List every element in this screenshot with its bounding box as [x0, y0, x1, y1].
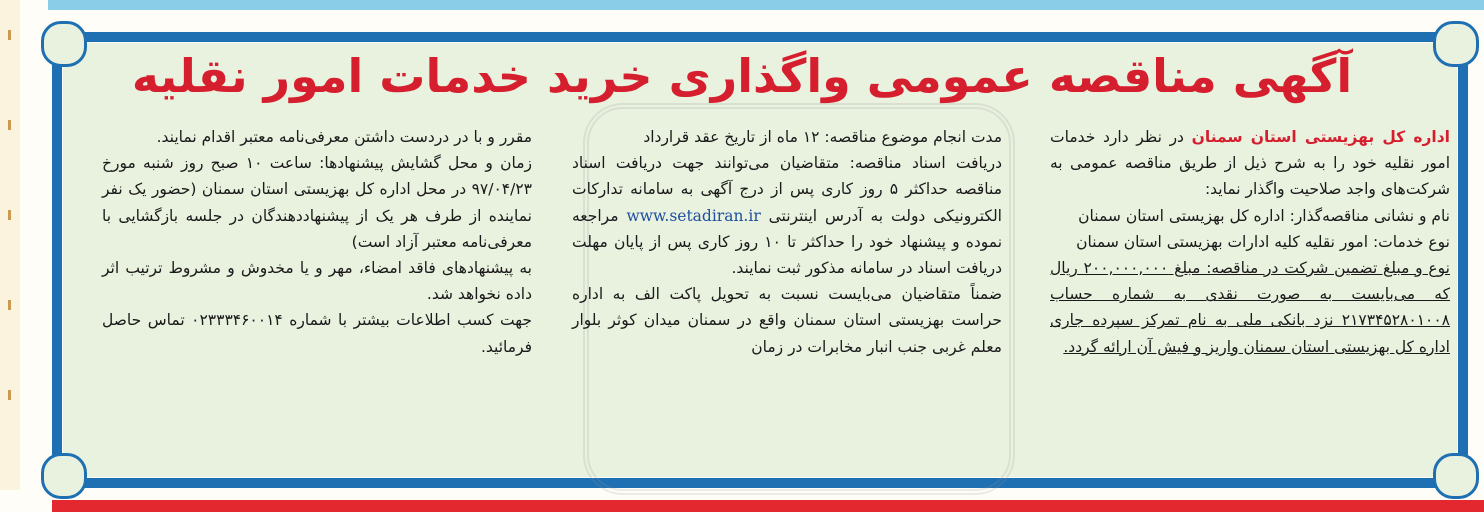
- continuation-line: مقرر و با در دردست داشتن معرفی‌نامه معتبر اقدام نمایند.: [156, 128, 532, 146]
- bottom-color-bar: [52, 500, 1484, 512]
- address-line: نام و نشانی مناقصه‌گذار: اداره کل بهزیستی استان سمنان: [1078, 206, 1450, 225]
- corner-ornament: [41, 21, 87, 67]
- column-left: [102, 124, 532, 360]
- service-line: نوع خدمات: امور نقلیه کلیه ادارات بهزیستی استان سمنان: [1076, 232, 1450, 251]
- opening-paragraph: زمان و محل گشایش پیشنهادها: ساعت ۱۰ صبح روز شنبه مورخ ۹۷/۰۴/۲۳ در محل اداره کل بهزیستی استان سمنان (حضور یک نفر نماینده از طرف هر یک از پیشنهاددهندگان در جلسه بازگشایی با معرفی‌نامه معتبر آزاد است): [102, 154, 532, 251]
- corner-ornament: [41, 453, 87, 499]
- duration-line: مدت انجام موضوع مناقصه: ۱۲ ماه از تاریخ عقد قرارداد: [643, 128, 1002, 146]
- intro-paragraph: اداره کل بهزیستی استان سمنان در نظر دارد خدمات امور نقلیه خود را به شرح ذیل از طریق مناقصه عمومی به شرکت‌های واجد صلاحیت واگذار نماید:: [1050, 128, 1450, 199]
- contact-line: جهت کسب اطلاعات بیشتر با شماره ۰۲۳۳۳۴۶۰۰۱۴ تماس حاصل فرمائید.: [102, 311, 532, 356]
- notice-title: آگهی مناقصه عمومی واگذاری خرید خدمات امور نقلیه: [131, 49, 1353, 103]
- delivery-paragraph: ضمناً متقاضیان می‌بایست نسبت به تحویل پاکت الف به اداره حراست بهزیستی استان سمنان واقع در سمنان میدان کوثر بلوار معلم غربی جنب انبار مخابرات در زمان: [572, 285, 1002, 356]
- org-name: اداره کل بهزیستی استان سمنان: [1191, 128, 1450, 146]
- column-middle: [572, 124, 1002, 360]
- left-margin-strip: [0, 0, 20, 490]
- guarantee-paragraph: نوع و مبلغ تضمین شرکت در مناقصه: مبلغ ۲۰۰,۰۰۰,۰۰۰ ریال که می‌بایست به صورت نقدی به شماره حساب ۲۱۷۳۴۵۲۸۰۱۰۰۸ نزد بانکی ملی به نام تمرکز سپرده جاری اداره کل بهزیستی استان سمنان واریز و فیش آن ارائه گردد.: [1050, 259, 1450, 356]
- top-color-bar: [48, 0, 1484, 10]
- receive-paragraph: دریافت اسناد مناقصه: متقاضیان می‌توانند جهت دریافت اسناد مناقصه حداکثر ۵ روز کاری پس از درج آگهی به سامانه تدارکات الکترونیکی دولت به آدرس اینترنتی www.setadiran.ir مراجعه نموده و پیشنهاد خود را حداکثر تا ۱۰ روز کاری پس از پایان مهلت دریافت اسناد در سامانه مذکور ثبت نمایند.: [572, 154, 1003, 278]
- corner-ornament: [1433, 21, 1479, 67]
- website-link[interactable]: www.setadiran.ir: [626, 206, 761, 225]
- invalid-bids-line: به پیشنهادهای فاقد امضاء، مهر و یا مخدوش و مشروط ترتیب اثر داده نخواهد شد.: [102, 259, 532, 304]
- corner-ornament: [1433, 453, 1479, 499]
- column-right: [1050, 124, 1450, 360]
